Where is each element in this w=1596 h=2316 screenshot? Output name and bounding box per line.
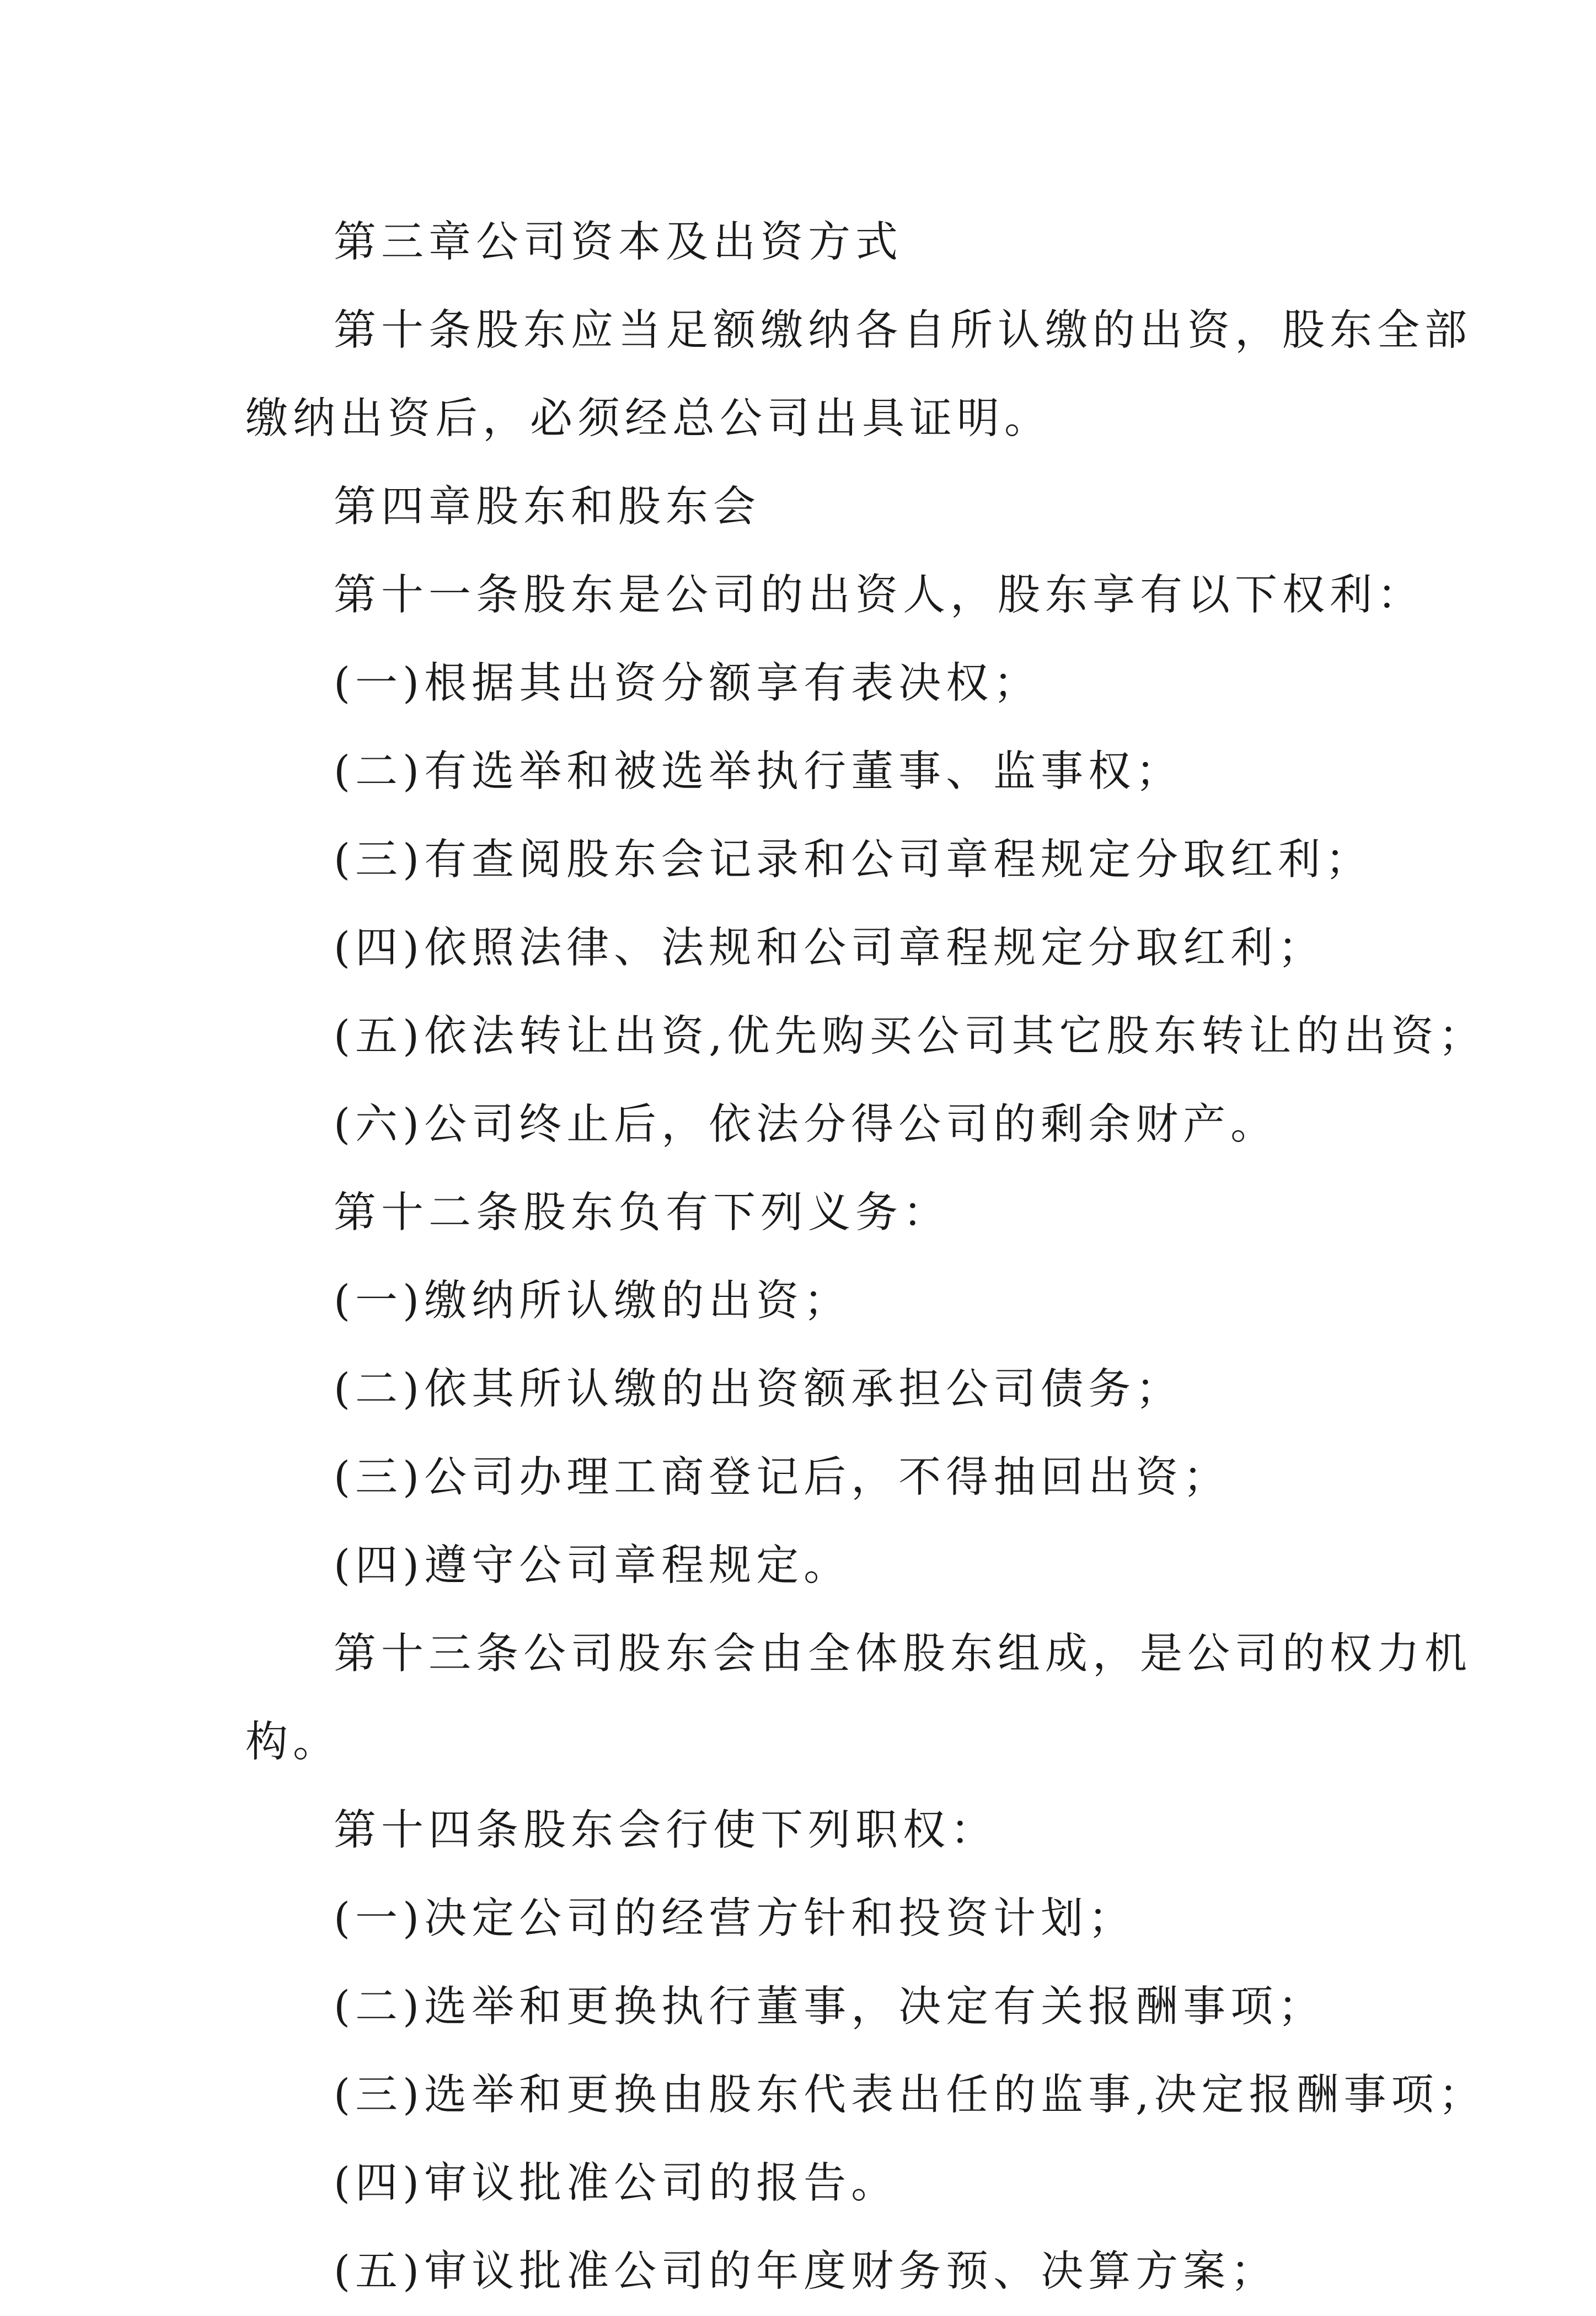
list-item: (四)遵守公司章程规定。 bbox=[334, 1541, 851, 1590]
article-paragraph: 第十三条公司股东会由全体股东组成，是公司的权力机 bbox=[334, 1629, 1472, 1679]
list-item: (六)公司终止后，依法分得公司的剩余财产。 bbox=[334, 1100, 1278, 1149]
chapter-heading: 第四章股东和股东会 bbox=[334, 482, 760, 532]
list-item: (三)有查阅股东会记录和公司章程规定分取红利； bbox=[334, 835, 1373, 884]
article-paragraph: 第十一条股东是公司的出资人，股东享有以下权利： bbox=[334, 571, 1424, 620]
list-item: (一)缴纳所认缴的出资； bbox=[334, 1277, 851, 1326]
article-paragraph: 第十四条股东会行使下列职权： bbox=[334, 1806, 998, 1855]
list-item: (四)审议批准公司的报告。 bbox=[334, 2159, 899, 2208]
article-paragraph-continuation: 缴纳出资后，必须经总公司出具证明。 bbox=[245, 394, 1052, 443]
article-paragraph: 第十条股东应当足额缴纳各自所认缴的出资，股东全部 bbox=[334, 306, 1472, 355]
list-item: (一)决定公司的经营方针和投资计划； bbox=[334, 1894, 1136, 1943]
list-item: (二)选举和更换执行董事，决定有关报酬事项； bbox=[334, 1982, 1326, 2031]
list-item: (一)根据其出资分额享有表决权； bbox=[334, 659, 1041, 708]
list-item: (三)选举和更换由股东代表出任的监事,决定报酬事项； bbox=[334, 2071, 1486, 2120]
list-item: (五)依法转让出资,优先购买公司其它股东转让的出资； bbox=[334, 1012, 1486, 1061]
list-item: (四)依照法律、法规和公司章程规定分取红利； bbox=[334, 924, 1326, 973]
article-paragraph: 第十二条股东负有下列义务： bbox=[334, 1188, 950, 1237]
list-item: (二)有选举和被选举执行董事、监事权； bbox=[334, 747, 1183, 796]
article-paragraph-continuation: 构。 bbox=[245, 1718, 340, 1767]
chapter-heading: 第三章公司资本及出资方式 bbox=[334, 218, 903, 267]
document-body bbox=[245, 199, 1486, 2316]
list-item: (二)依其所认缴的出资额承担公司债务； bbox=[334, 1365, 1183, 1414]
list-item: (三)公司办理工商登记后，不得抽回出资； bbox=[334, 1453, 1231, 1502]
list-item: (五)审议批准公司的年度财务预、决算方案； bbox=[334, 2247, 1278, 2296]
